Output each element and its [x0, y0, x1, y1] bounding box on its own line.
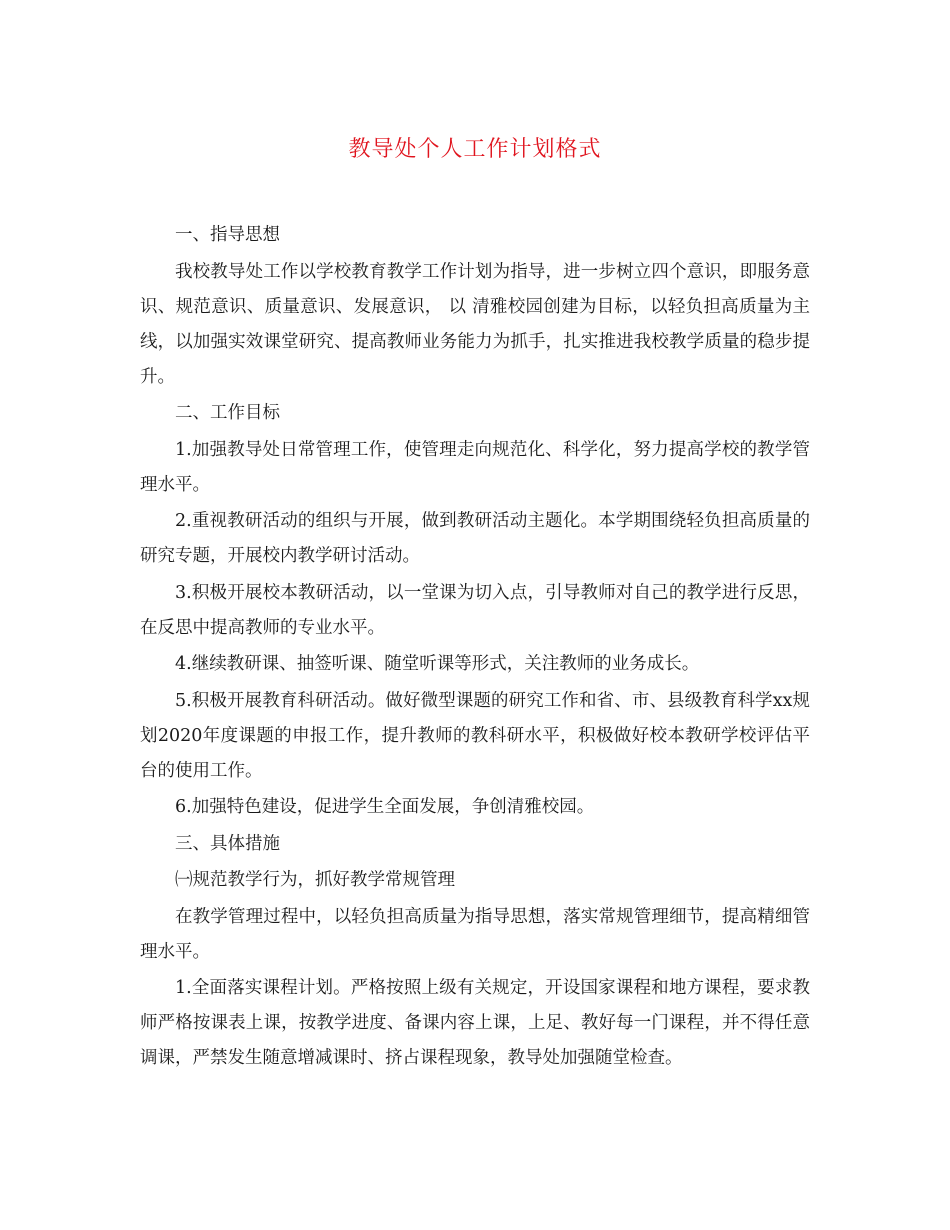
- document-body: [140, 218, 810, 1078]
- section-heading: 一、指导思想: [175, 225, 280, 245]
- document-title: 教导处个人工作计划格式: [348, 137, 602, 162]
- list-item: 1.加强教导处日常管理工作，使管理走向规范化、科学化，努力提高学校的教学管理水平。: [140, 439, 810, 495]
- list-item: 4.继续教研课、抽签听课、随堂听课等形式，关注教师的业务成长。: [175, 654, 700, 674]
- subsection-heading: ㈠规范教学行为，抓好教学常规管理: [175, 870, 455, 890]
- list-item: 2.重视教研活动的组织与开展，做到教研活动主题化。本学期围绕轻负担高质量的研究专题，开展校内教学研讨活动。: [140, 511, 810, 566]
- section-heading: 二、工作目标: [175, 403, 280, 423]
- section-heading: 三、具体措施: [175, 833, 280, 854]
- list-item: 3.积极开展校本教研活动，以一堂课为切入点，引导教师对自己的教学进行反思，在反思中提高教师的专业水平。: [140, 582, 810, 638]
- list-item: 5.积极开展教育科研活动。做好微型课题的研究工作和省、市、县级教育科学xx规划2020年度课题的申报工作，提升教师的教科研水平，积极做好校本教研学校评估平台的使用工作。: [140, 690, 810, 781]
- paragraph: 我校教导处工作以学校教育教学工作计划为指导，进一步树立四个意识，即服务意识、规范意识、质量意识、发展意识， 以 清雅校园创建为目标，以轻负担高质量为主线，以加强实效课堂研究、提高教师业务能力为抓手，扎实推进我校教学质量的稳步提升。: [140, 261, 810, 387]
- paragraph: 在教学管理过程中，以轻负担高质量为指导思想，落实常规管理细节，提高精细管理水平。: [140, 906, 810, 962]
- list-item: 1.全面落实课程计划。严格按照上级有关规定，开设国家课程和地方课程，要求教师严格按课表上课，按教学进度、备课内容上课，上足、教好每一门课程，并不得任意调课，严禁发生随意增减课时、挤占课程现象，教导处加强随堂检查。: [140, 978, 810, 1068]
- list-item: 6.加强特色建设，促进学生全面发展，争创清雅校园。: [175, 797, 595, 817]
